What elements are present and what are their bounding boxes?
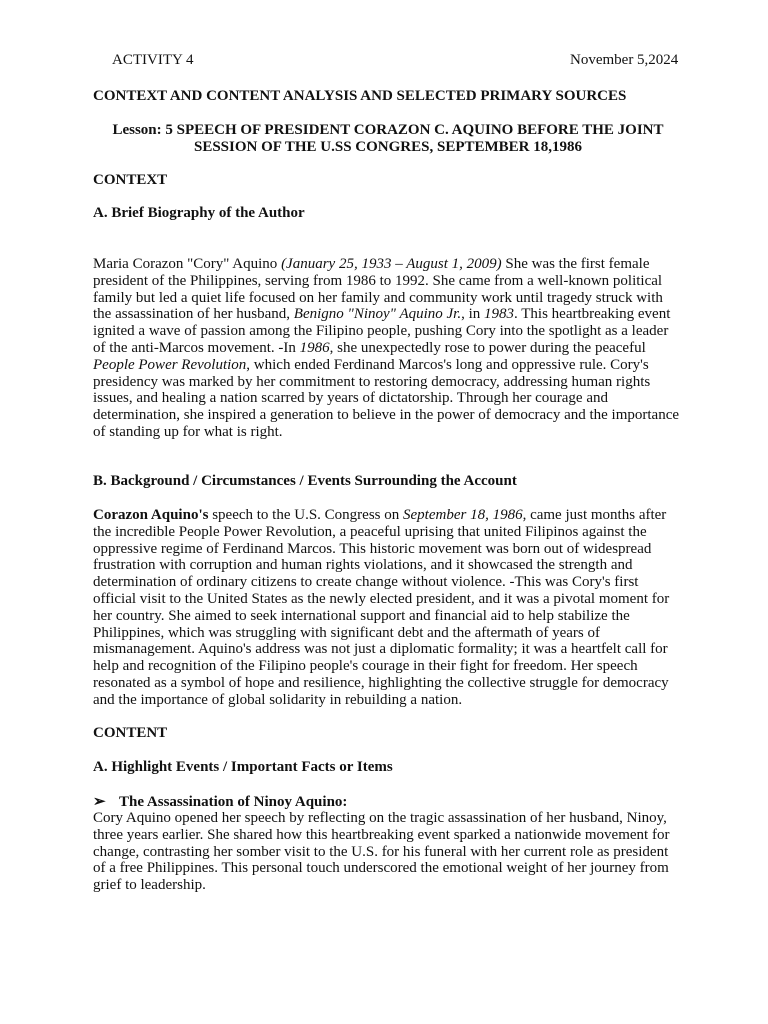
highlights-heading: A. Highlight Events / Important Facts or Items [93,759,393,775]
bio-text: , which ended Ferdinand Marcos's long and oppressive rule. Cory's presidency was marked by her commitment to restoring democracy, addressing human rights issues, and healing a nation scarred by years of dictatorship. Through her courage and determination, she inspired a generation to believe in the power of democracy and the importance of standing up for what is right. [93,356,680,440]
activity-label: ACTIVITY 4 [112,52,194,68]
highlight-item-text: Cory Aquino opened her speech by reflecting on the tragic assassination of her husband, Ninoy, three years earlier. She shared how this heartbreaking event sparked a nationwide movement for change, contrasting her somber visit to the U.S. for his funeral with her current role as president of a free Philippines. This personal touch underscored the emotional weight of her journey from grief to leadership. [93,810,670,894]
bio-husband-name: Benigno "Ninoy" Aquino Jr. [293,306,462,323]
background-heading: B. Background / Circumstances / Events Surrounding the Account [93,473,517,489]
background-date: September 18, 1986 [403,507,523,523]
bio-text: Maria Corazon "Cory" Aquino [93,256,282,272]
bio-text: She was the first female president of the Philippines, serving from 1986 to 1992. She came from a well-known political family but led a quiet life focused on her family and community work until tragedy struck with the assassination of her husband, [93,256,663,323]
document-date: November 5,2024 [570,52,679,68]
highlight-title-text: The Assassination of Ninoy Aquino: [119,794,348,810]
background-text: , came just months after the incredible People Power Revolution, a peaceful uprising that united Filipinos against the oppressive regime of Ferdinand Marcos. This historic movement was born out of widespread frustration with corruption and human rights violations, and it showcased the strength and determination of ordinary citizens to create change without violence. -This was Cory's first official visit to the United States as the newly elected president, and it was a pivotal moment for her country. She aimed to seek international support and financial aid to help stabilize the Philippines, which was struggling with significant debt and the aftermath of years of mismanagement. Aquino's address was not just a diplomatic formality; it was a heartfelt call for help and recognition of the Filipino people's courage in their fight for freedom. Her speech resonated as a symbol of hope and resilience, highlighting the collective struggle for democracy and the importance of global solidarity in rebuilding a nation. [93,507,670,708]
document-title: CONTEXT AND CONTENT ANALYSIS AND SELECTED PRIMARY SOURCES [93,88,627,104]
bio-text: , in [461,306,485,323]
lesson-title: Lesson: 5 SPEECH OF PRESIDENT CORAZON C. AQUINO BEFORE THE JOINT SESSION OF THE U.SS CONGRES, SEPTEMBER 18,1986 [112,122,664,155]
biography-heading: A. Brief Biography of the Author [93,205,305,221]
background-subject: Corazon Aquino's [93,507,209,523]
biography-paragraph [93,256,683,441]
bio-year: 1986 [299,339,330,356]
content-heading: CONTENT [93,725,168,741]
highlight-item-title [93,792,347,811]
background-paragraph [93,507,683,709]
bio-text: . This heartbreaking event ignited a wave of passion among the Filipino people, pushing Cory into the spotlight as a leader of the anti-Marcos movement. -In [93,306,671,356]
bio-text: , she unexpectedly rose to power during the peaceful [329,339,646,356]
arrow-bullet-icon: ➢ [93,794,106,810]
bio-dates: (January 25, 1933 – August 1, 2009) [281,256,502,272]
bio-revolution: People Power Revolution [93,356,247,373]
context-heading: CONTEXT [93,172,168,188]
bio-year: 1983 [484,306,515,323]
background-text: speech to the U.S. Congress on [208,507,404,523]
